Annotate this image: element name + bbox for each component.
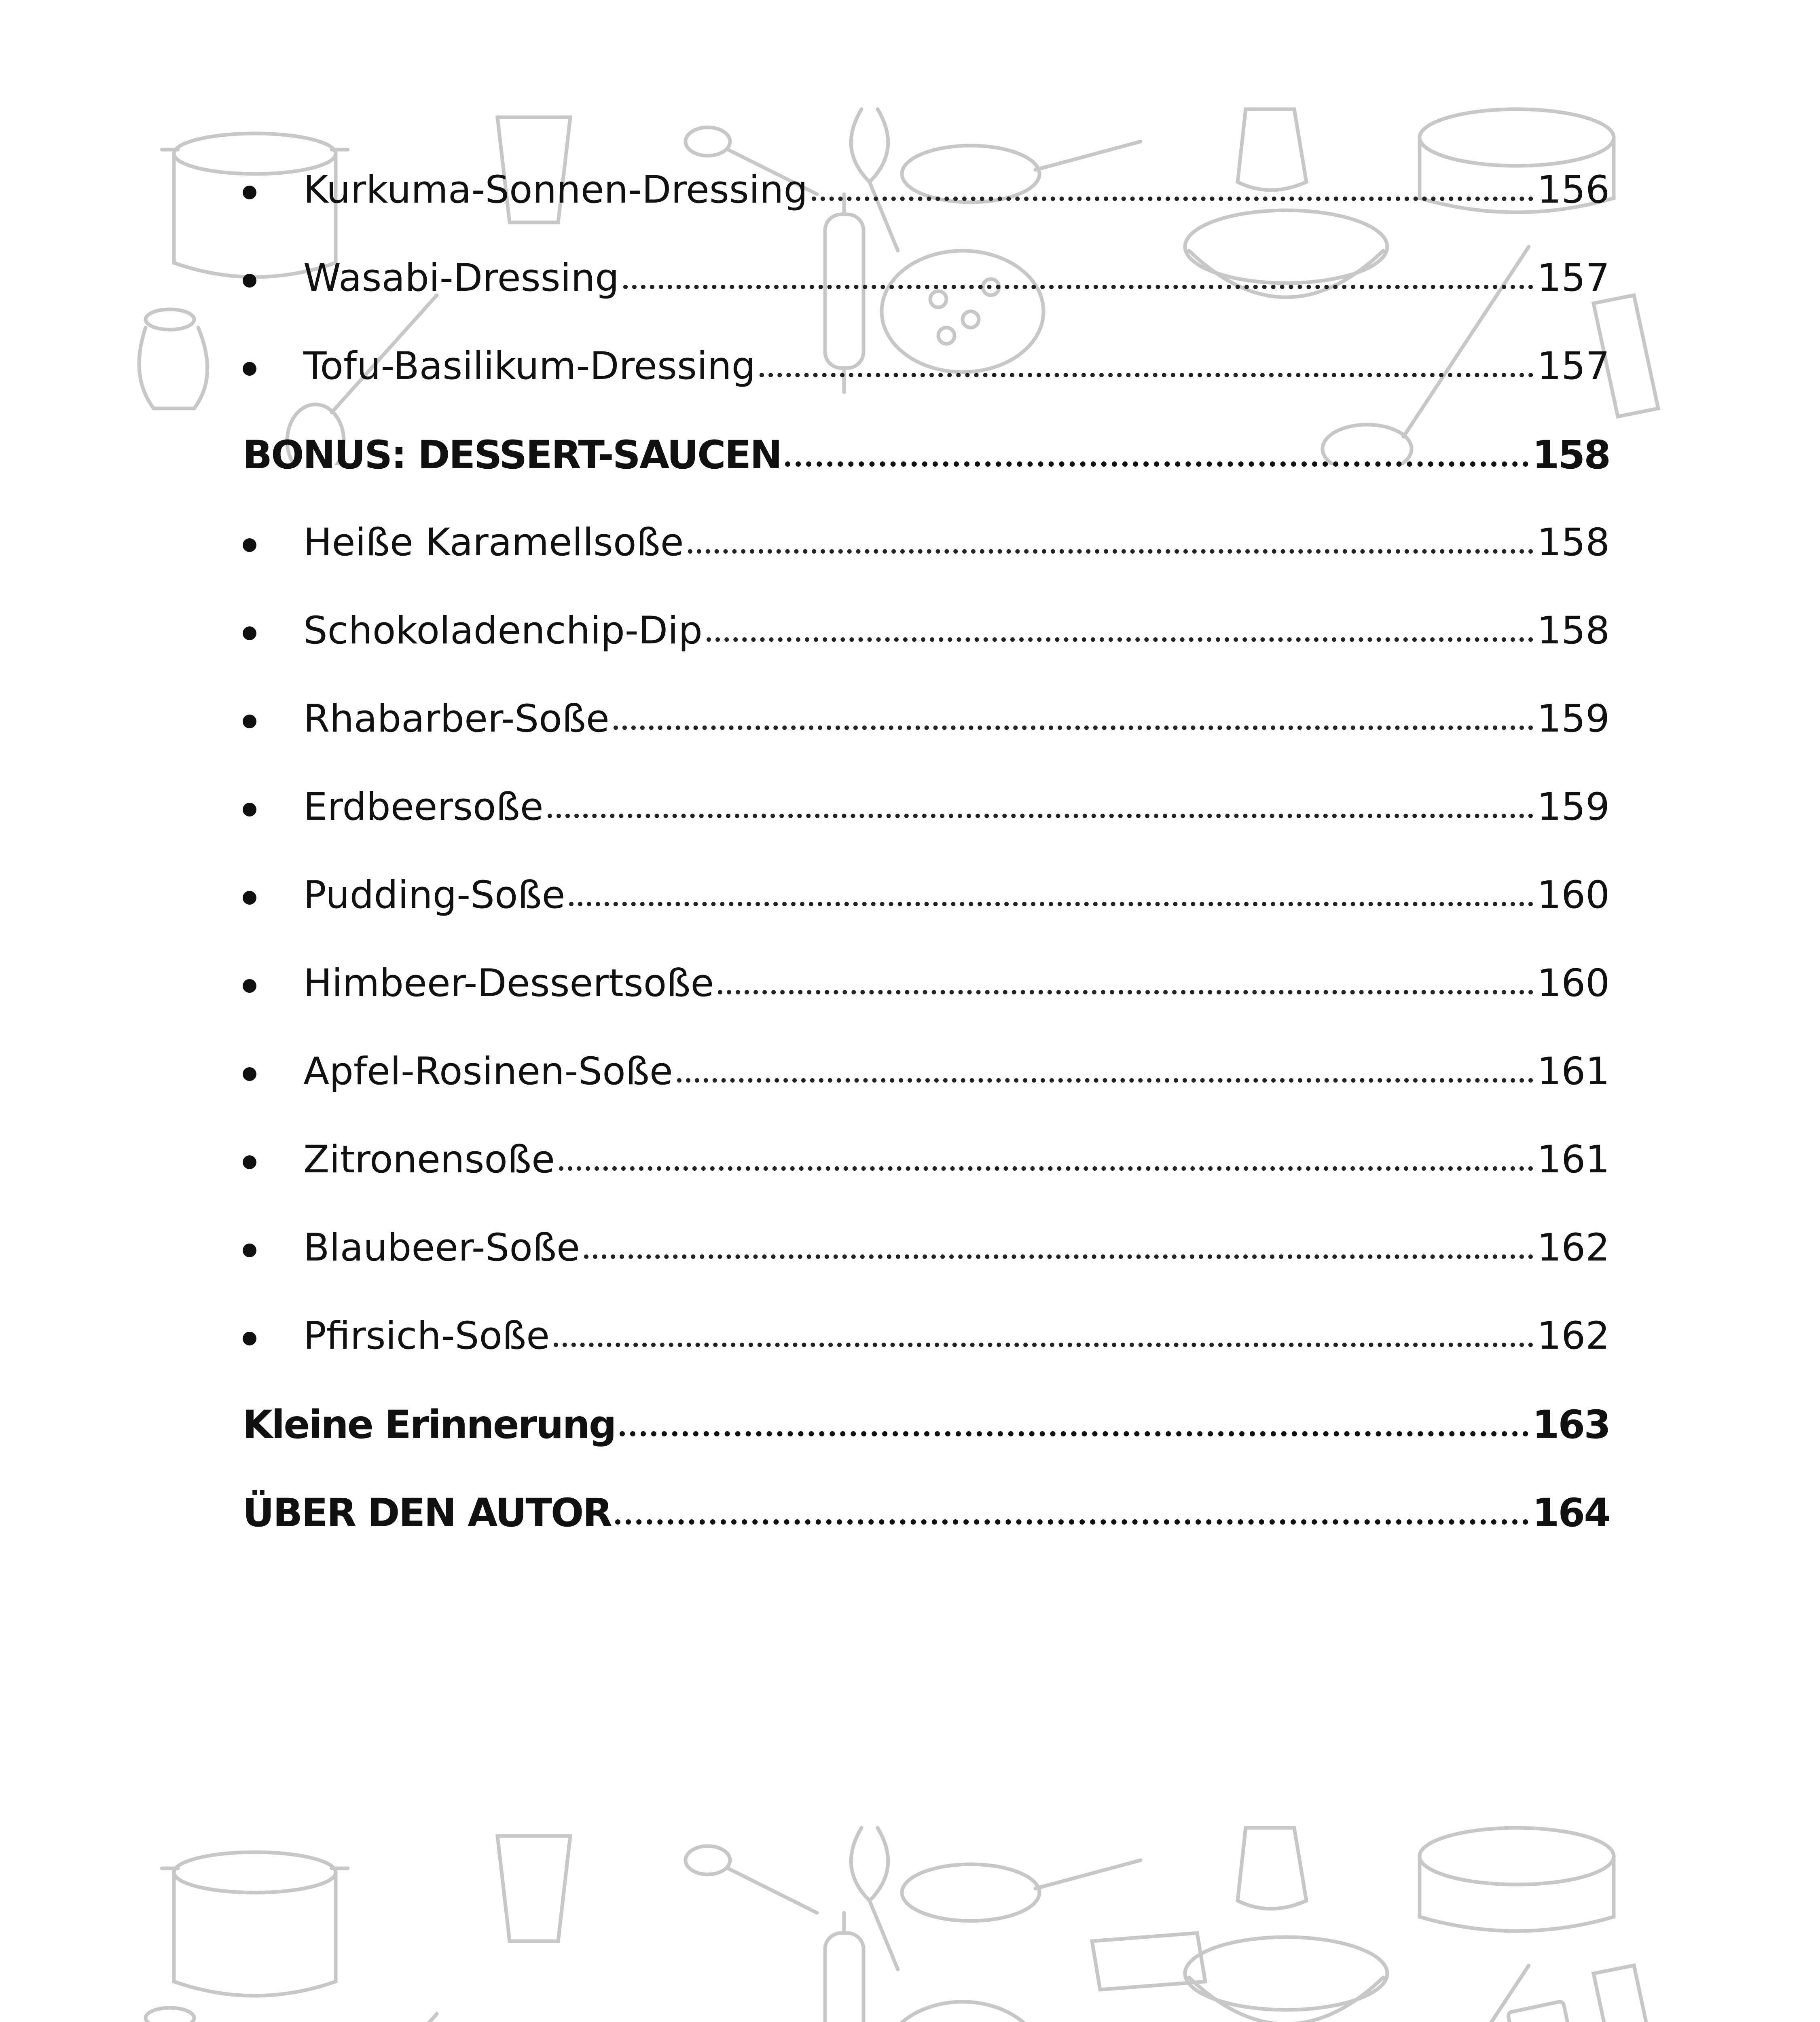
cooking-pot-icon (162, 1852, 348, 1996)
slotted-spoon-icon (287, 2014, 437, 2022)
toc-entry-title: Kurkuma-Sonnen-Dressing (303, 168, 808, 212)
dot-leader (614, 725, 1533, 730)
toc-chapter-heading[interactable] (243, 1490, 1610, 1578)
sugar-bowl-icon (133, 2008, 212, 2022)
bullet-icon (243, 1244, 256, 1257)
dot-leader (569, 901, 1533, 906)
toc-page-number: 156 (1537, 168, 1610, 212)
bullet-icon (243, 891, 256, 905)
bullet-icon (243, 1067, 256, 1081)
toc-entry[interactable] (243, 256, 1610, 344)
dot-leader (688, 549, 1533, 554)
toc-chapter-title: ÜBER DEN AUTOR (243, 1490, 612, 1536)
toc-entry[interactable] (243, 344, 1610, 432)
kitchen-doodle-band-bottom (121, 1812, 1699, 2022)
toc-entry[interactable] (243, 785, 1610, 873)
mixing-bowl-icon (1185, 1937, 1387, 2022)
jug-icon (1238, 1828, 1306, 1909)
toc-chapter-title: BONUS: DESSERT-SAUCEN (243, 432, 781, 478)
dot-leader (785, 461, 1528, 467)
dot-leader (620, 1431, 1528, 1436)
toc-page-number: 160 (1537, 961, 1610, 1005)
toc-page-number: 164 (1532, 1490, 1610, 1536)
dot-leader (548, 813, 1533, 818)
dot-leader (559, 1166, 1533, 1171)
bullet-icon (243, 538, 256, 552)
bullet-icon (243, 803, 256, 816)
dot-leader (812, 196, 1533, 201)
toc-entry-title: Pfirsich-Soße (303, 1314, 550, 1358)
toc-entry-title: Blaubeer-Soße (303, 1226, 580, 1270)
toc-entry-title: Pudding-Soße (303, 873, 565, 917)
toc-entry-title: Rhabarber-Soße (303, 697, 609, 741)
bullet-icon (243, 715, 256, 728)
toc-entry[interactable] (243, 961, 1610, 1049)
toc-entry[interactable] (243, 1314, 1610, 1402)
frying-pan-icon (902, 1860, 1141, 1921)
baking-tin-icon (1420, 1828, 1614, 1931)
toc-entry-title: Zitronensoße (303, 1138, 555, 1182)
toc-entry[interactable] (243, 1226, 1610, 1314)
dot-leader (623, 284, 1533, 289)
dot-leader (760, 372, 1533, 377)
dot-leader (707, 637, 1533, 642)
grater-icon (1594, 1965, 1658, 2022)
toc-entry-title: Himbeer-Dessertsoße (303, 961, 714, 1005)
toc-entry[interactable] (243, 168, 1610, 256)
toc-chapter-heading[interactable] (243, 1402, 1610, 1490)
toc-page-number: 159 (1537, 697, 1610, 741)
toc-entry-title: Wasabi-Dressing (303, 256, 619, 300)
dot-leader (615, 1519, 1528, 1525)
ladle-icon (1323, 1965, 1529, 2022)
bullet-icon (243, 1332, 256, 1345)
bullet-icon (243, 626, 256, 640)
bullet-icon (243, 1155, 256, 1169)
toc-entry[interactable] (243, 609, 1610, 697)
toc-page-number: 158 (1537, 609, 1610, 653)
dot-leader (554, 1342, 1533, 1347)
sugar-bowl-icon (139, 309, 207, 408)
measuring-cup-icon (497, 1836, 570, 1941)
toc-page-number: 161 (1537, 1049, 1610, 1093)
toc-page-number: 159 (1537, 785, 1610, 829)
whisk-icon (851, 1828, 898, 1969)
toc-entry[interactable] (243, 1049, 1610, 1138)
toc-chapter-title: Kleine Erinnerung (243, 1402, 616, 1447)
dot-leader (584, 1254, 1533, 1259)
cutting-board-icon (1092, 1933, 1205, 1990)
toc-page-number: 157 (1537, 256, 1610, 300)
toc-entry[interactable] (243, 873, 1610, 961)
dot-leader (677, 1078, 1533, 1083)
table-of-contents (243, 168, 1610, 1578)
toc-chapter-heading[interactable] (243, 432, 1610, 520)
toc-entry[interactable] (243, 697, 1610, 785)
bullet-icon (243, 362, 256, 376)
toc-page-number: 160 (1537, 873, 1610, 917)
toc-entry[interactable] (243, 520, 1610, 609)
rolling-pin-icon (825, 1913, 863, 2022)
bullet-icon (243, 274, 256, 288)
toc-page-number: 158 (1532, 432, 1610, 478)
toc-entry-title: Erdbeersoße (303, 785, 544, 829)
toc-page-number: 157 (1537, 344, 1610, 388)
toc-entry-title: Heiße Karamellsoße (303, 520, 684, 565)
toc-page-number: 163 (1532, 1402, 1610, 1447)
bullet-icon (243, 979, 256, 993)
bullet-icon (243, 186, 256, 199)
toc-page-number: 158 (1537, 520, 1610, 565)
toc-page-number: 162 (1537, 1314, 1610, 1358)
toc-page-number: 161 (1537, 1138, 1610, 1182)
toc-entry-title: Tofu-Basilikum-Dressing (303, 344, 756, 388)
toc-entry-title: Schokoladenchip-Dip (303, 609, 703, 653)
colander-icon (882, 2002, 1043, 2022)
toc-page-number: 162 (1537, 1226, 1610, 1270)
toc-entry-title: Apfel-Rosinen-Soße (303, 1049, 673, 1093)
spoon-icon (686, 1846, 817, 1913)
toc-entry[interactable] (243, 1138, 1610, 1226)
calculator-icon (1508, 2001, 1583, 2022)
dot-leader (718, 990, 1533, 994)
